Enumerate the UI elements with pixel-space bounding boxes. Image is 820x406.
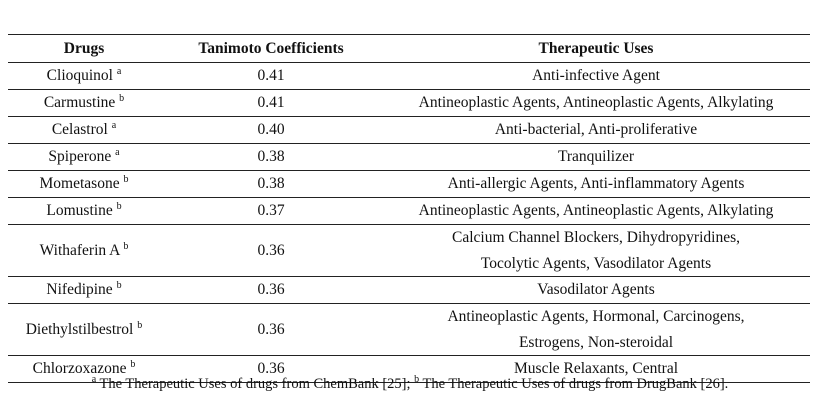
- source-mark: b: [123, 240, 129, 252]
- source-mark: a: [111, 120, 117, 131]
- tanimoto-coefficient: 0.38: [257, 148, 285, 165]
- table-row: [8, 90, 810, 117]
- drug-name: Mometasone: [39, 175, 120, 192]
- table-row: [8, 144, 810, 171]
- drug-cell: [8, 171, 160, 198]
- drug-cell: [8, 277, 160, 304]
- therapeutic-use-line: Antineoplastic Agents, Hormonal, Carcinogens,: [447, 308, 745, 325]
- tanimoto-coefficient: 0.36: [257, 320, 285, 338]
- table-row: [8, 63, 810, 90]
- drug-cell: [8, 144, 160, 171]
- drug-cell: [8, 63, 160, 90]
- source-mark: b: [130, 359, 136, 370]
- footnote-mark-a: a: [91, 374, 97, 385]
- footnote-text-b: The Therapeutic Uses of drugs from DrugBank [26].: [422, 376, 729, 392]
- footnote-text-a: The Therapeutic Uses of drugs from ChemBank [25];: [99, 376, 411, 392]
- therapeutic-use-line: Tranquilizer: [557, 148, 635, 166]
- drug-name: Lomustine: [46, 202, 113, 219]
- therapeutic-uses-cell: [382, 144, 810, 171]
- tanimoto-coefficient: 0.40: [257, 121, 285, 138]
- source-mark: b: [137, 319, 143, 331]
- therapeutic-use-line: Antineoplastic Agents, Antineoplastic Agents, Alkylating: [418, 94, 774, 112]
- column-header-uses: Therapeutic Uses: [538, 40, 654, 57]
- drug-name: Celastrol: [51, 121, 108, 138]
- table-row: [8, 171, 810, 198]
- therapeutic-uses-cell: [382, 171, 810, 198]
- drug-similarity-table: [8, 36, 810, 383]
- footnote-mark-b: b: [414, 374, 420, 385]
- tanimoto-coefficient: 0.41: [257, 94, 285, 111]
- source-mark: a: [116, 66, 122, 77]
- table-row: [8, 225, 810, 277]
- source-mark: b: [116, 201, 122, 212]
- tanimoto-coefficient: 0.37: [257, 202, 285, 219]
- therapeutic-use-line: Muscle Relaxants, Central: [514, 360, 678, 378]
- table-row: [8, 304, 810, 356]
- therapeutic-uses-cell: [382, 117, 810, 144]
- table-header-row: [8, 36, 810, 63]
- table-row: [8, 198, 810, 225]
- tanimoto-coefficient: 0.36: [257, 241, 285, 259]
- therapeutic-uses-cell: [382, 90, 810, 117]
- drug-name: Chlorzoxazone: [32, 360, 127, 377]
- drug-name: Carmustine: [43, 94, 116, 111]
- tanimoto-coefficient: 0.36: [257, 360, 285, 377]
- therapeutic-use-line: Calcium Channel Blockers, Dihydropyridines,: [452, 229, 740, 246]
- therapeutic-use-line: Anti-allergic Agents, Anti-inflammatory Agents: [447, 175, 745, 193]
- therapeutic-use-line: Antineoplastic Agents, Antineoplastic Agents, Alkylating: [418, 202, 774, 220]
- table-row: [8, 277, 810, 304]
- table-top-rule: [8, 34, 810, 35]
- tanimoto-coefficient: 0.41: [257, 67, 285, 84]
- drug-cell: [8, 117, 160, 144]
- tanimoto-coefficient: 0.36: [257, 281, 285, 298]
- drug-cell: [8, 198, 160, 225]
- therapeutic-use-line: Estrogens, Non-steroidal: [518, 333, 674, 351]
- drug-name: Withaferin A: [39, 241, 120, 259]
- source-mark: b: [123, 174, 129, 185]
- drug-cell: [8, 225, 160, 277]
- source-mark: a: [115, 147, 120, 158]
- column-header-drugs: Drugs: [63, 40, 105, 57]
- therapeutic-use-line: Vasodilator Agents: [537, 281, 655, 299]
- table-row: [8, 117, 810, 144]
- column-header-tanimoto: Tanimoto Coefficients: [198, 40, 344, 57]
- therapeutic-uses-cell: [382, 304, 810, 356]
- drug-name: Clioquinol: [46, 67, 113, 84]
- therapeutic-uses-cell: [382, 63, 810, 90]
- drug-cell: [8, 90, 160, 117]
- table-footnote: [0, 376, 820, 393]
- drug-cell: [8, 304, 160, 356]
- therapeutic-uses-cell: [382, 277, 810, 304]
- tanimoto-coefficient: 0.38: [257, 175, 285, 192]
- therapeutic-use-line: Anti-bacterial, Anti-proliferative: [494, 121, 698, 139]
- source-mark: b: [119, 93, 125, 104]
- therapeutic-use-line: Tocolytic Agents, Vasodilator Agents: [480, 254, 712, 272]
- drug-name: Nifedipine: [46, 281, 113, 298]
- therapeutic-uses-cell: [382, 225, 810, 277]
- drug-name: Diethylstilbestrol: [25, 320, 134, 338]
- drug-name: Spiperone: [48, 148, 112, 165]
- source-mark: b: [116, 280, 122, 291]
- therapeutic-uses-cell: [382, 198, 810, 225]
- therapeutic-use-line: Anti-infective Agent: [532, 67, 660, 85]
